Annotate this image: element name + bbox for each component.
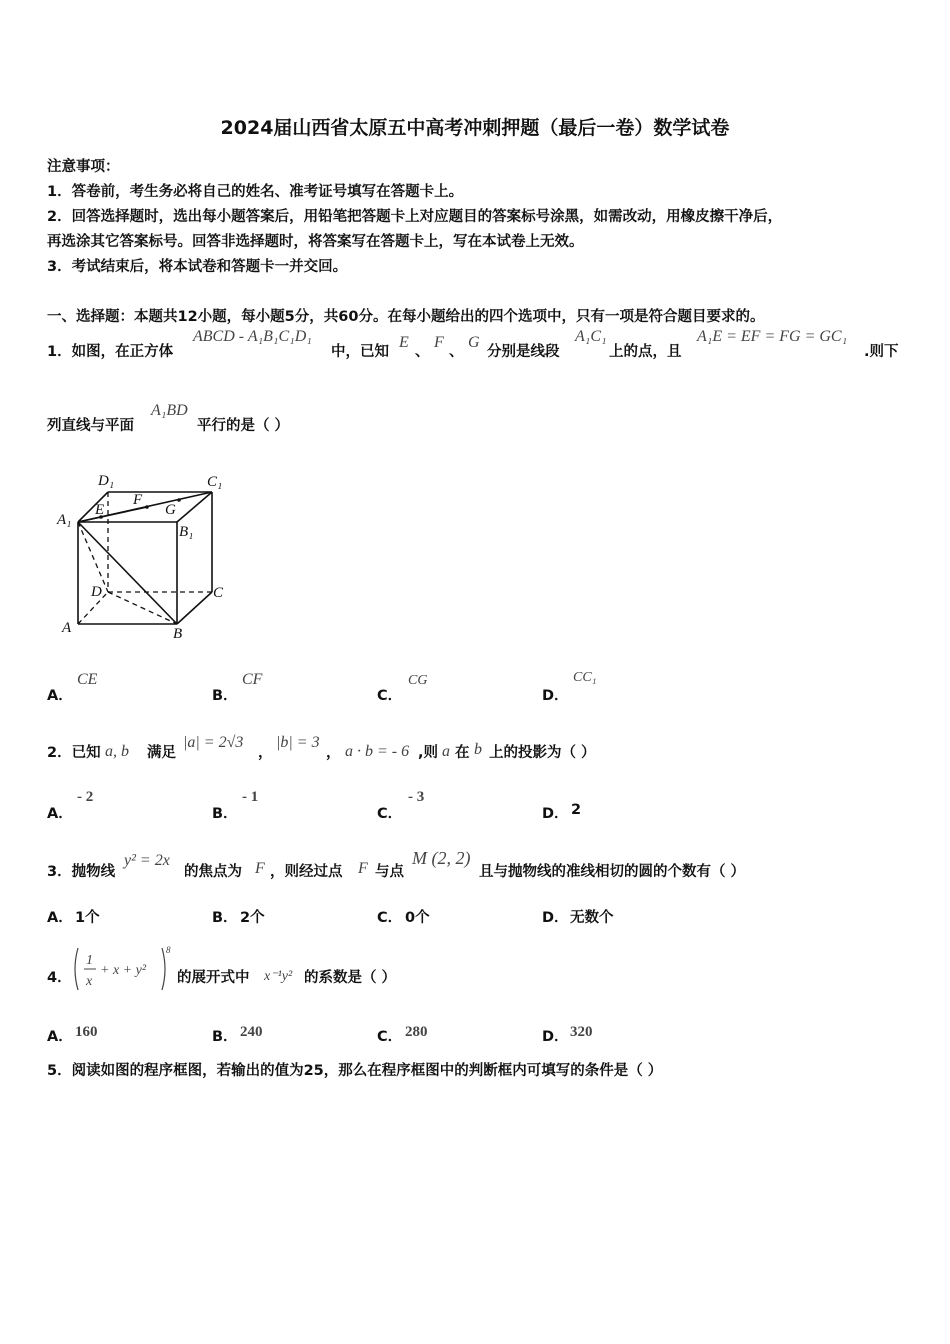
point-f (145, 505, 149, 509)
q3-math-f1: F (255, 860, 265, 877)
q3-option-b-value: 2个 (240, 910, 265, 926)
q4-text-1: 4． (47, 970, 72, 986)
q1-option-d-value: CC₁ (573, 670, 597, 685)
label-a: A (62, 620, 72, 636)
notice-heading: 注意事项： (47, 159, 120, 175)
q4-expression-graphic (70, 944, 174, 994)
q3-option-c-letter: C． (377, 910, 403, 926)
q3-text-5: 且与抛物线的准线相切的圆的个数有（ ） (479, 864, 746, 880)
q4-option-d-value: 320 (570, 1024, 593, 1040)
q4-text-2: 的展开式中 (177, 970, 250, 986)
q1-text-5: 分别是线段 (487, 344, 560, 360)
q1-text-7: .则下 (864, 344, 899, 360)
q3-math-point-m: M (2, 2) (412, 848, 471, 868)
q3-math-f2: F (358, 860, 368, 877)
q1-option-b-letter: B． (212, 688, 238, 704)
label-b: B (173, 626, 183, 642)
notice-item-3: 3．考试结束后，将本试卷和答题卡一并交回。 (47, 259, 348, 275)
q2-option-c-letter: C． (377, 806, 403, 822)
q3-text-3: ，则经过点 (270, 864, 343, 880)
q3-option-c-value: 0个 (405, 910, 430, 926)
q1-text-2: 中，已知 (331, 344, 389, 360)
q1-math-segment: A₁C₁ (575, 328, 607, 345)
label-c1: C₁ (207, 474, 223, 490)
line-a1d-hidden (78, 522, 108, 592)
label-e: E (95, 502, 105, 518)
q4-option-b-letter: B． (212, 1029, 238, 1045)
q2-math-vectors: a, b (105, 743, 129, 760)
q2-math-norm-b: |b| = 3 (276, 734, 320, 751)
q1-math-plane: A₁BD (151, 402, 188, 419)
q1-option-c-value: CG (408, 673, 428, 688)
q2-math-b: b (474, 741, 482, 758)
q3-math-parabola: y² = 2x (124, 852, 170, 869)
q2-option-d-value: 2 (571, 802, 582, 818)
notice-item-1: 1．答卷前，考生务必将自己的姓名、准考证号填写在答题卡上。 (47, 184, 464, 200)
q2-text-5: ,则 (418, 745, 439, 761)
q2-option-a-value: - 2 (77, 789, 94, 805)
q1-math-f: F (434, 334, 444, 351)
line-a1f (78, 507, 147, 522)
label-d: D (91, 584, 102, 600)
point-g (177, 498, 181, 502)
notice-item-2-line-2: 再选涂其它答案标号。回答非选择题时，将答案写在答题卡上，写在本试卷上无效。 (47, 234, 584, 250)
q4-option-c-letter: C． (377, 1029, 403, 1045)
q1-math-e: E (399, 334, 409, 351)
q4-left-paren (75, 948, 78, 990)
q2-option-a-letter: A． (47, 806, 73, 822)
q4-option-d-letter: D． (542, 1029, 569, 1045)
q4-option-b-value: 240 (240, 1024, 263, 1040)
q1-line2-text-2: 平行的是（ ） (197, 418, 290, 434)
q2-text-1: 2．已知 (47, 745, 101, 761)
q1-math-equal: A₁E = EF = FG = GC₁ (697, 328, 848, 345)
q2-option-b-value: - 1 (242, 789, 259, 805)
q4-option-a-value: 160 (75, 1024, 98, 1040)
q4-text-3: 的系数是（ ） (304, 970, 397, 986)
q2-math-a: a (442, 743, 450, 760)
q1-math-g: G (468, 334, 480, 351)
q4-fraction-numerator: 1 (86, 953, 93, 968)
line-db-hidden (108, 592, 177, 624)
q2-text-3: ， (258, 745, 273, 761)
q2-math-dot: a · b = - 6 (345, 743, 410, 760)
q4-power: 8 (166, 945, 171, 955)
edge-bc (177, 592, 212, 624)
q4-expression-rest: + x + y² (100, 963, 147, 978)
q2-text-7: 上的投影为（ ） (489, 745, 596, 761)
page-title: 2024届山西省太原五中高考冲刺押题（最后一卷）数学试卷 (220, 117, 730, 139)
q4-fraction-denominator: x (86, 974, 93, 989)
q1-line2-text-1: 列直线与平面 (47, 418, 134, 434)
q3-option-a-value: 1个 (75, 910, 100, 926)
notice-item-2-line-1: 2．回答选择题时，选出每小题答案后，用铅笔把答题卡上对应题目的答案标号涂黑，如需改动，用橡皮擦干净后， (47, 209, 783, 225)
q1-text-4: 、 (449, 344, 464, 360)
q2-option-c-value: - 3 (408, 789, 425, 805)
q3-option-d-letter: D． (542, 910, 569, 926)
q2-option-b-letter: B． (212, 806, 238, 822)
q1-option-d-letter: D． (542, 688, 569, 704)
q1-math-cube: ABCD - A₁B₁C₁D₁ (193, 328, 312, 345)
q4-option-a-letter: A． (47, 1029, 73, 1045)
q4-expression (70, 944, 174, 994)
q1-text-3: 、 (415, 344, 430, 360)
q3-option-b-letter: B． (212, 910, 238, 926)
q4-right-paren (162, 948, 165, 990)
q3-text-4: 与点 (375, 864, 404, 880)
q3-option-a-letter: A． (47, 910, 73, 926)
q4-math-term: x⁻¹y² (264, 969, 293, 984)
q5-text: 5．阅读如图的程序框图，若输出的值为25，那么在程序框图中的判断框内可填写的条件是（ ） (47, 1063, 663, 1079)
q3-text-1: 3．抛物线 (47, 864, 116, 880)
label-d1: D₁ (98, 473, 115, 489)
q3-text-2: 的焦点为 (184, 864, 242, 880)
q1-text-6: 上的点，且 (609, 344, 682, 360)
q1-option-a-value: CE (77, 671, 98, 688)
section-1-heading: 一、选择题：本题共12小题，每小题5分，共60分。在每小题给出的四个选项中，只有一项是符合题目要求的。 (47, 309, 765, 325)
q2-text-2: 满足 (147, 745, 176, 761)
label-a1: A₁ (57, 512, 72, 528)
label-g: G (165, 502, 176, 518)
label-c: C (213, 585, 224, 601)
label-f: F (133, 492, 143, 508)
q2-option-d-letter: D． (542, 806, 569, 822)
q2-text-6: 在 (455, 745, 470, 761)
q1-option-c-letter: C． (377, 688, 403, 704)
q2-math-norm-a: |a| = 2√3 (183, 734, 244, 751)
q3-option-d-value: 无数个 (570, 910, 614, 926)
label-b1: B₁ (179, 524, 194, 540)
cube-figure (55, 466, 235, 646)
q1-text-1: 1．如图，在正方体 (47, 344, 174, 360)
q4-option-c-value: 280 (405, 1024, 428, 1040)
q2-text-4: ， (326, 745, 341, 761)
q1-option-b-value: CF (242, 671, 263, 688)
q1-option-a-letter: A． (47, 688, 73, 704)
